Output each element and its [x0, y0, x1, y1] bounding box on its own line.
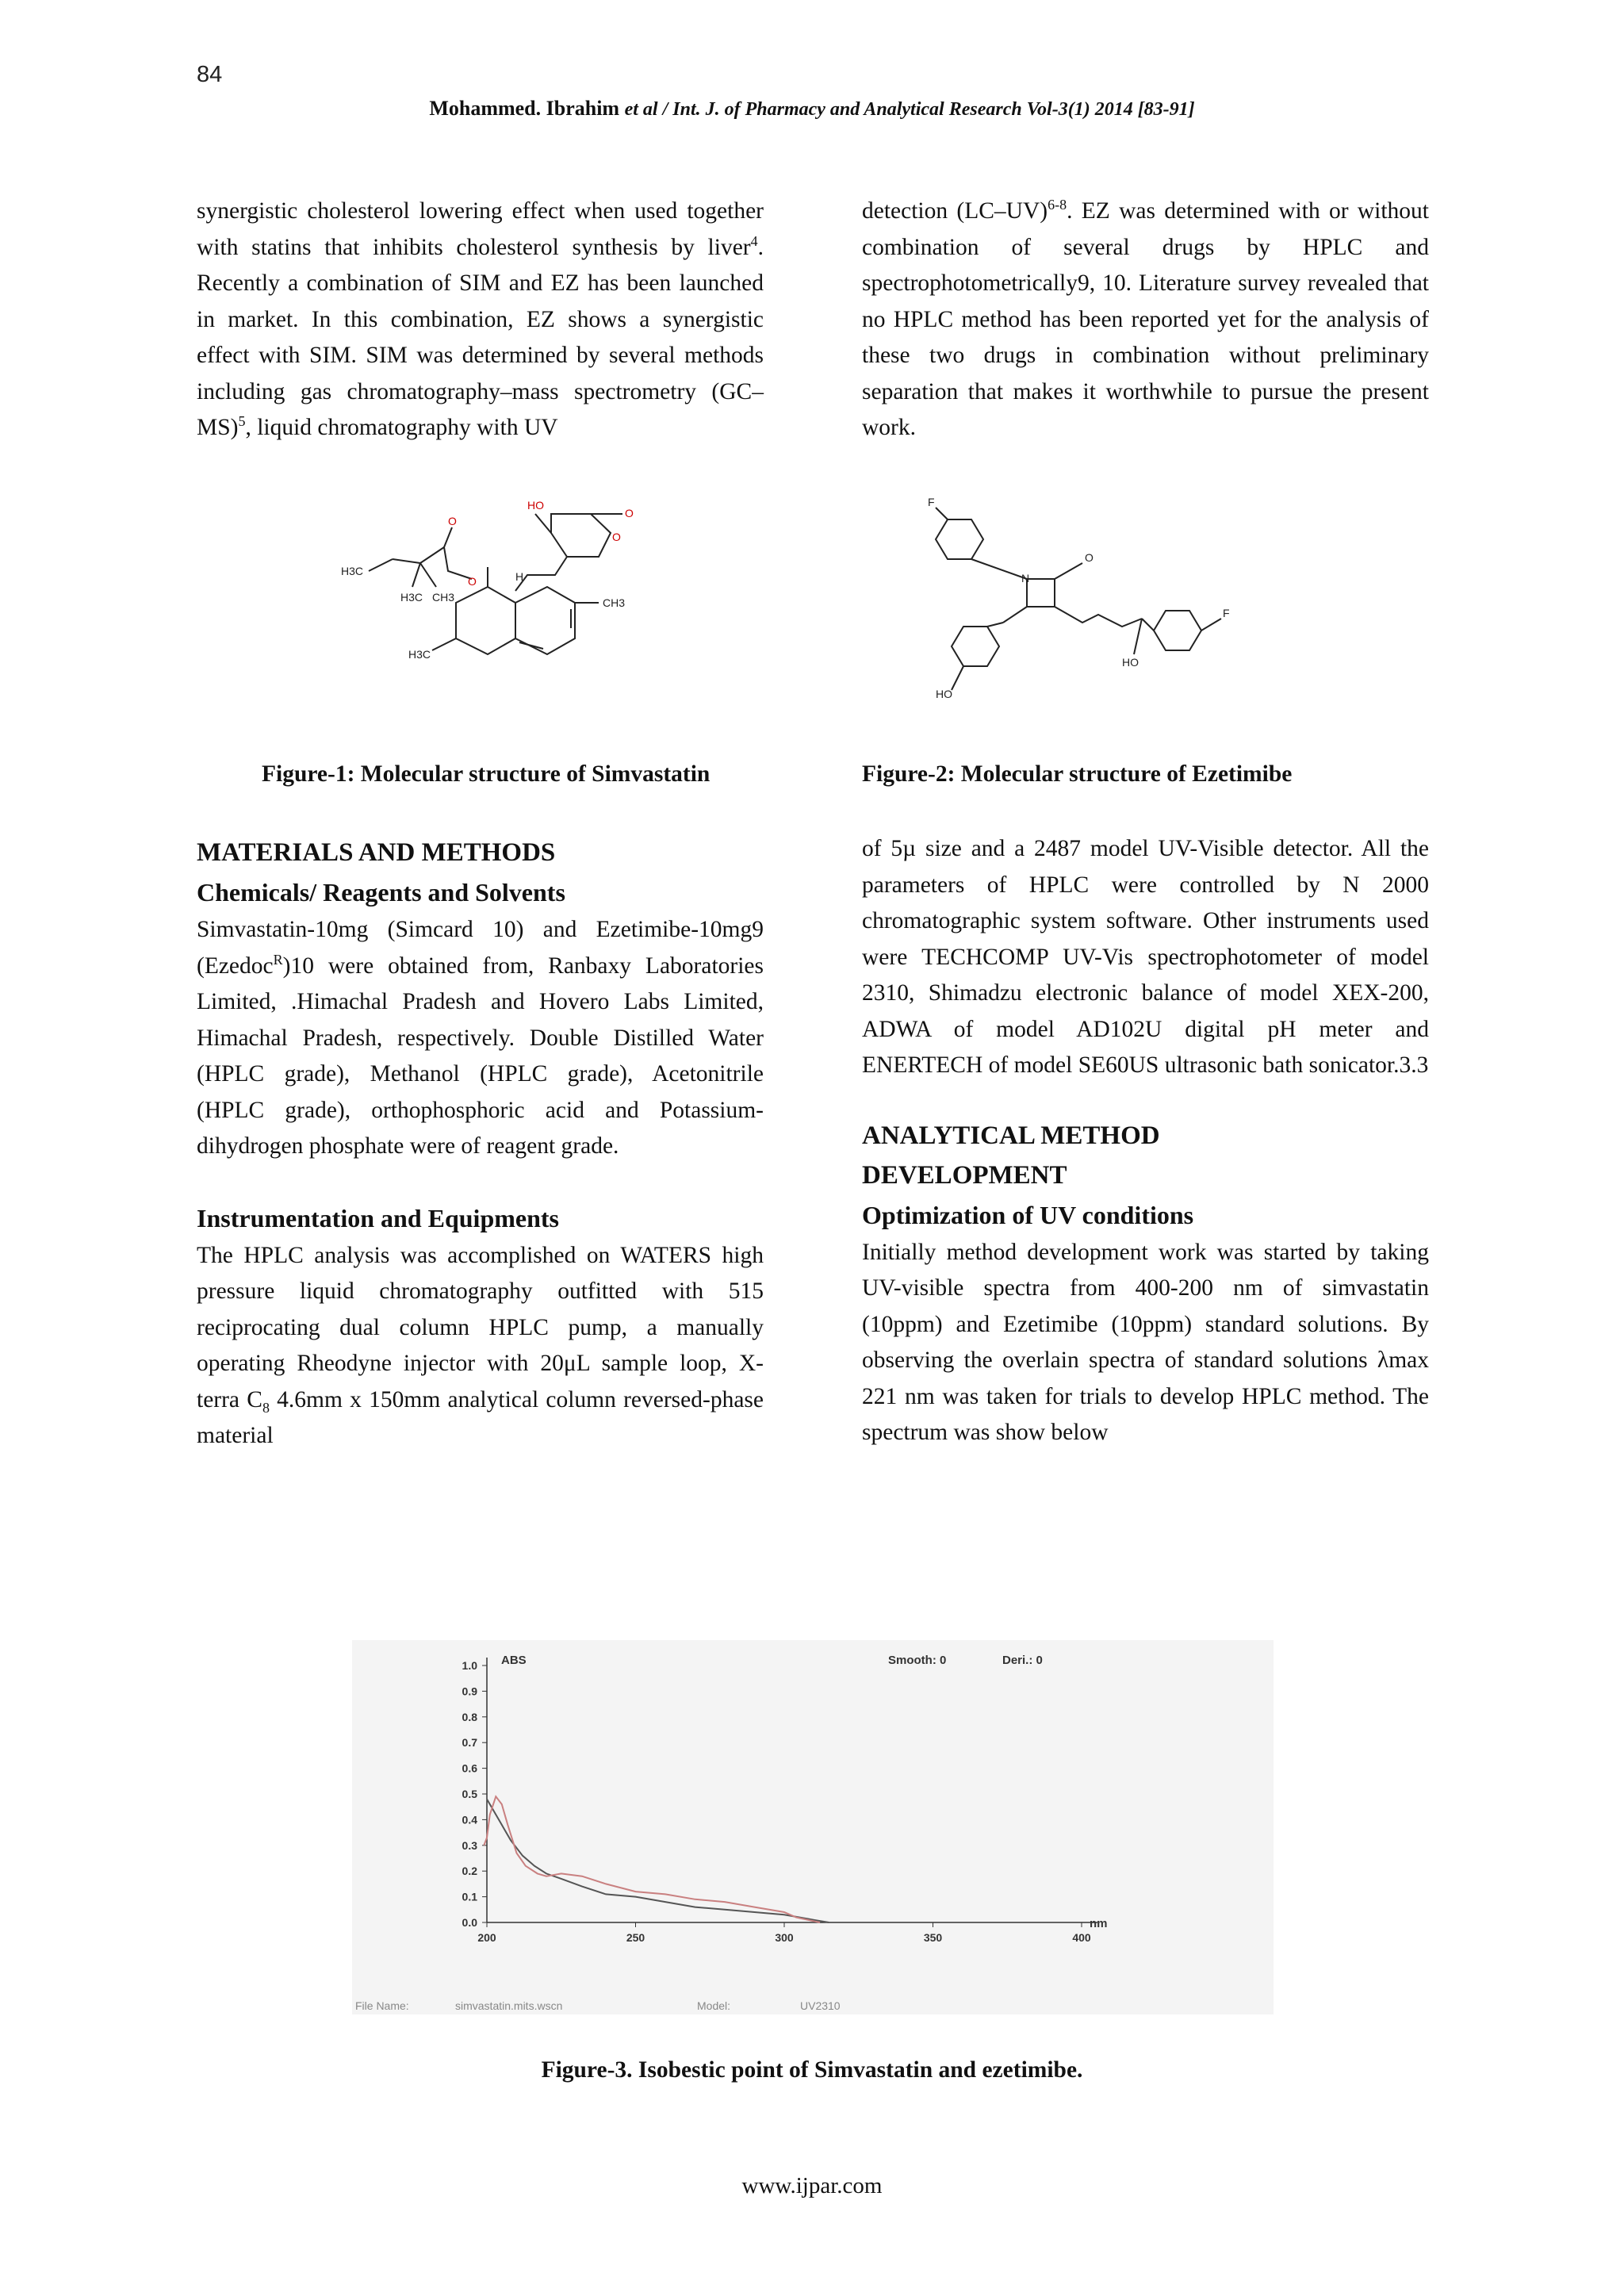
y-tick-label: 0.2: [462, 1865, 477, 1878]
y-tick-label: 0.3: [462, 1838, 477, 1852]
x-tick-label: 250: [626, 1931, 645, 1944]
y-tick-label: 0.0: [462, 1916, 477, 1929]
chem-label: O: [448, 515, 457, 527]
chem-label: O: [612, 531, 621, 543]
footer-model-label: Model:: [697, 1999, 731, 2012]
footer-file-name: simvastatin.mits.wscn: [455, 1999, 563, 2012]
chem-label: O: [468, 575, 477, 588]
subheading-chemicals: Chemicals/ Reagents and Solvents: [197, 878, 565, 907]
smooth-readout: Smooth: 0: [888, 1654, 947, 1667]
page-number: 84: [197, 62, 223, 87]
instrumentation-paragraph: The HPLC analysis was accomplished on WATERS high pressure liquid chromatography outfitted with 515 reciprocating dual column HPLC pump, a manually operating Rheodyne injector with 20μL sample loop, X-terra $C_8$ 4.6mm x 150mm analytical column reversed-phase material: [197, 1242, 764, 1448]
running-head: [0, 97, 1624, 121]
x-axis-label: nm: [1090, 1917, 1108, 1930]
chem-label: O: [625, 507, 634, 519]
uv-paragraph: Initially method development work was started by taking UV-visible spectra from 400-200 nm of simvastatin (10ppm) and Ezetimibe (10ppm) standard solutions. By observing the overlain spectra of standard solutions λmax 221 nm was taken for trials to develop HPLC method. The spectrum was show below: [862, 1239, 1429, 1445]
chem-label: F: [928, 496, 935, 508]
chemicals-paragraph: Simvastatin-10mg (Simcard 10) and Ezetimibe-10mg9 (Ezedoc$^R$)10 were obtained from, Ranbaxy Laboratories Limited, .Himachal Pradesh and Hovero Labs Limited, Himachal Pradesh, respectively. Double Distilled Water (HPLC grade), Methanol (HPLC grade), Acetonitrile (HPLC grade), orthophosphoric acid and Potassium-dihydrogen phosphate were of reagent grade.: [197, 917, 764, 1159]
section-heading-analytical: ANALYTICAL METHOD: [862, 1121, 1160, 1150]
figure-2-structure: [904, 484, 1332, 722]
deri-readout: Deri.: 0: [1002, 1654, 1043, 1667]
figure-1-structure: [317, 492, 761, 722]
figure-1-caption: Figure-1: Molecular structure of Simvastatin: [262, 761, 710, 787]
chem-label: H: [515, 570, 524, 583]
y-tick-label: 0.7: [462, 1736, 477, 1750]
chem-label: H3C: [341, 565, 364, 577]
section-heading-materials: MATERIALS AND METHODS: [197, 838, 556, 867]
y-tick-label: 1.0: [462, 1659, 477, 1672]
y-tick-label: 0.9: [462, 1685, 477, 1698]
chem-label: CH3: [603, 596, 626, 609]
chem-label: HO: [527, 499, 544, 512]
y-tick-label: 0.5: [462, 1788, 477, 1800]
right-column-lower: [862, 831, 1429, 1451]
y-tick-label: 0.6: [462, 1761, 477, 1775]
running-head-journal: et al / Int. J. of Pharmacy and Analytical Research Vol-3(1) 2014 [83-91]: [624, 99, 1195, 120]
intro-right-paragraph: detection $(LC-UV)^{6-8}$. EZ was determined with or without combination of several drugs by HPLC and spectrophotometrically9, 10. Literature survey revealed that no HPLC method has been reported yet for the analysis of these two drugs in combination without preliminary separation that makes it worthwhile to pursue the present work.: [862, 197, 1429, 440]
y-tick-label: 0.4: [462, 1813, 477, 1826]
chem-label: N: [1021, 572, 1030, 585]
figure-3-caption: Figure-3. Isobestic point of Simvastatin and ezetimibe.: [541, 2057, 1083, 2083]
footer-url: www.ijpar.com: [741, 2173, 883, 2198]
chem-label: CH3: [432, 591, 455, 604]
x-tick-label: 400: [1072, 1931, 1091, 1944]
figure-2-caption: Figure-2: Molecular structure of Ezetimibe: [862, 761, 1293, 787]
figure-3-spectrum: [352, 1640, 1274, 2014]
y-axis-label: ABS: [501, 1654, 527, 1667]
section-heading-development: DEVELOPMENT: [862, 1160, 1067, 1190]
chem-label: H3C: [400, 591, 423, 604]
x-tick-label: 300: [775, 1931, 794, 1944]
chem-label: F: [1223, 607, 1230, 619]
subheading-uv-conditions: Optimization of UV conditions: [862, 1200, 1194, 1229]
x-tick-label: 350: [923, 1931, 943, 1944]
y-tick-label: 0.1: [462, 1890, 477, 1903]
running-head-authors: Mohammed. Ibrahim: [429, 97, 620, 120]
spectrum-background: [352, 1640, 1274, 2014]
footer-model-value: UV2310: [800, 1999, 841, 2012]
chem-label: O: [1085, 551, 1094, 564]
chem-label: HO: [936, 688, 952, 700]
x-tick-label: 200: [477, 1931, 496, 1944]
materials-section: [197, 833, 764, 1455]
intro-left-paragraph: synergistic cholesterol lowering effect when used together with statins that inhibits cholesterol synthesis by liver$^4$. Recently a combination of SIM and EZ has been launched in market. In this combination, EZ shows a synergistic effect with SIM. SIM was determined by several methods including gas chromatography–mass spectrometry $(GC-MS)^5$, liquid chromatography with UV: [197, 198, 764, 440]
footer-file-label: File Name:: [355, 1999, 409, 2012]
chem-label: H3C: [408, 648, 431, 661]
subheading-instrumentation: Instrumentation and Equipments: [197, 1203, 559, 1232]
y-tick-label: 0.8: [462, 1710, 477, 1723]
instruments-paragraph: of 5µ size and a 2487 model UV-Visible detector. All the parameters of HPLC were controlled by N 2000 chromatographic system software. Other instruments used were TECHCOMP UV-Vis spectrophotometer of model 2310, Shimadzu electronic balance of model XEX-200, ADWA of model AD102U digital pH meter and ENERTECH of model SE60US ultrasonic bath sonicator.3.3: [862, 836, 1429, 1078]
chem-label: HO: [1122, 656, 1139, 669]
